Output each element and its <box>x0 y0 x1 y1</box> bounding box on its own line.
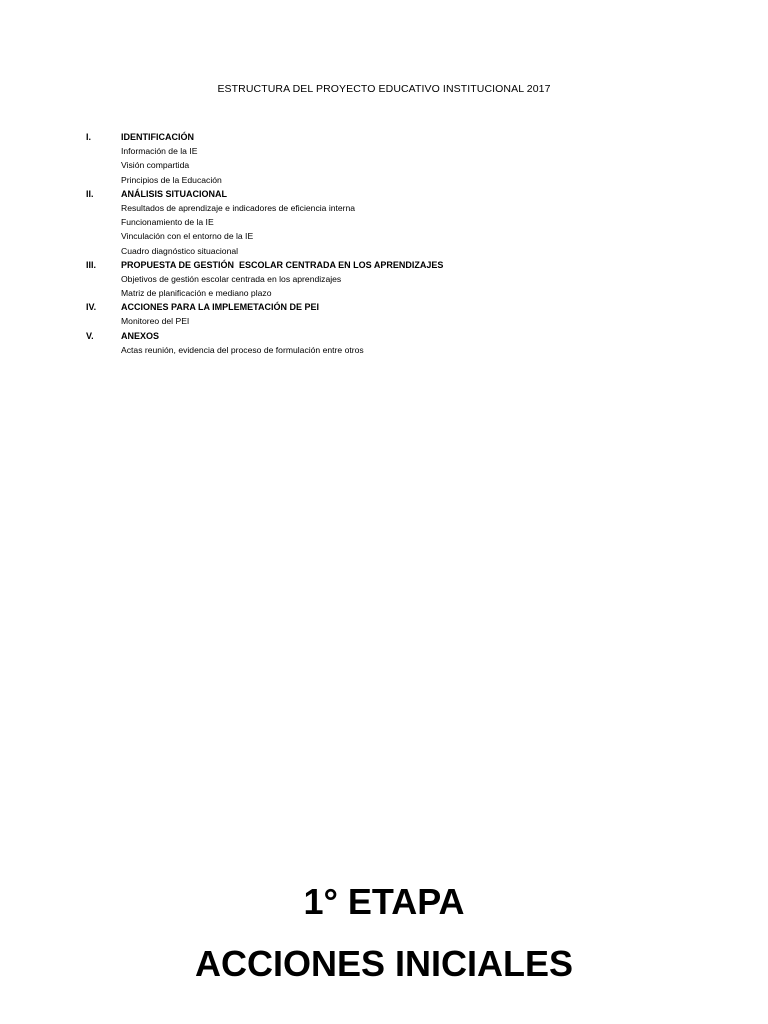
section-item: Actas reunión, evidencia del proceso de formulación entre otros <box>121 344 364 355</box>
section-item: Cuadro diagnóstico situacional <box>121 245 239 256</box>
section-heading <box>86 187 686 201</box>
section-numeral: III. <box>86 259 97 270</box>
section-heading <box>86 300 686 314</box>
section-item: Principios de la Educación <box>121 174 222 185</box>
outline-section <box>86 258 686 301</box>
section-item: Resultados de aprendizaje e indicadores de eficiencia interna <box>121 202 356 213</box>
section-title: ACCIONES PARA LA IMPLEMETACIÓN DE PEI <box>121 302 320 313</box>
section-title: PROPUESTA DE GESTIÓN ESCOLAR CENTRADA EN LOS APRENDIZAJES <box>121 259 444 270</box>
section-item: Visión compartida <box>121 160 190 171</box>
section-numeral: I. <box>86 132 92 142</box>
outline-section <box>86 300 686 328</box>
section-title: IDENTIFICACIÓN <box>121 132 194 142</box>
document-title: ESTRUCTURA DEL PROYECTO EDUCATIVO INSTITUCIONAL 2017 <box>217 83 551 95</box>
stage-number-heading: 1° ETAPA <box>303 881 465 922</box>
section-title: ANÁLISIS SITUACIONAL <box>121 188 228 199</box>
section-heading <box>86 258 686 272</box>
outline-list <box>86 130 686 357</box>
section-item: Objetivos de gestión escolar centrada en los aprendizajes <box>121 273 342 284</box>
section-item: Funcionamiento de la IE <box>121 217 214 228</box>
section-heading <box>86 329 686 343</box>
section-numeral: IV. <box>86 302 97 313</box>
section-item: Vinculación con el entorno de la IE <box>121 231 254 242</box>
outline-section <box>86 130 686 187</box>
outline-section <box>86 329 686 357</box>
section-heading <box>86 130 686 144</box>
stage-name-heading: ACCIONES INICIALES <box>194 943 574 984</box>
section-title: ANEXOS <box>121 330 160 341</box>
section-item: Monitoreo del PEI <box>121 316 190 327</box>
outline-section <box>86 187 686 258</box>
section-numeral: V. <box>86 330 94 341</box>
section-numeral: II. <box>86 188 94 199</box>
section-item: Matriz de planificación e mediano plazo <box>121 288 272 299</box>
section-item: Información de la IE <box>121 146 198 157</box>
